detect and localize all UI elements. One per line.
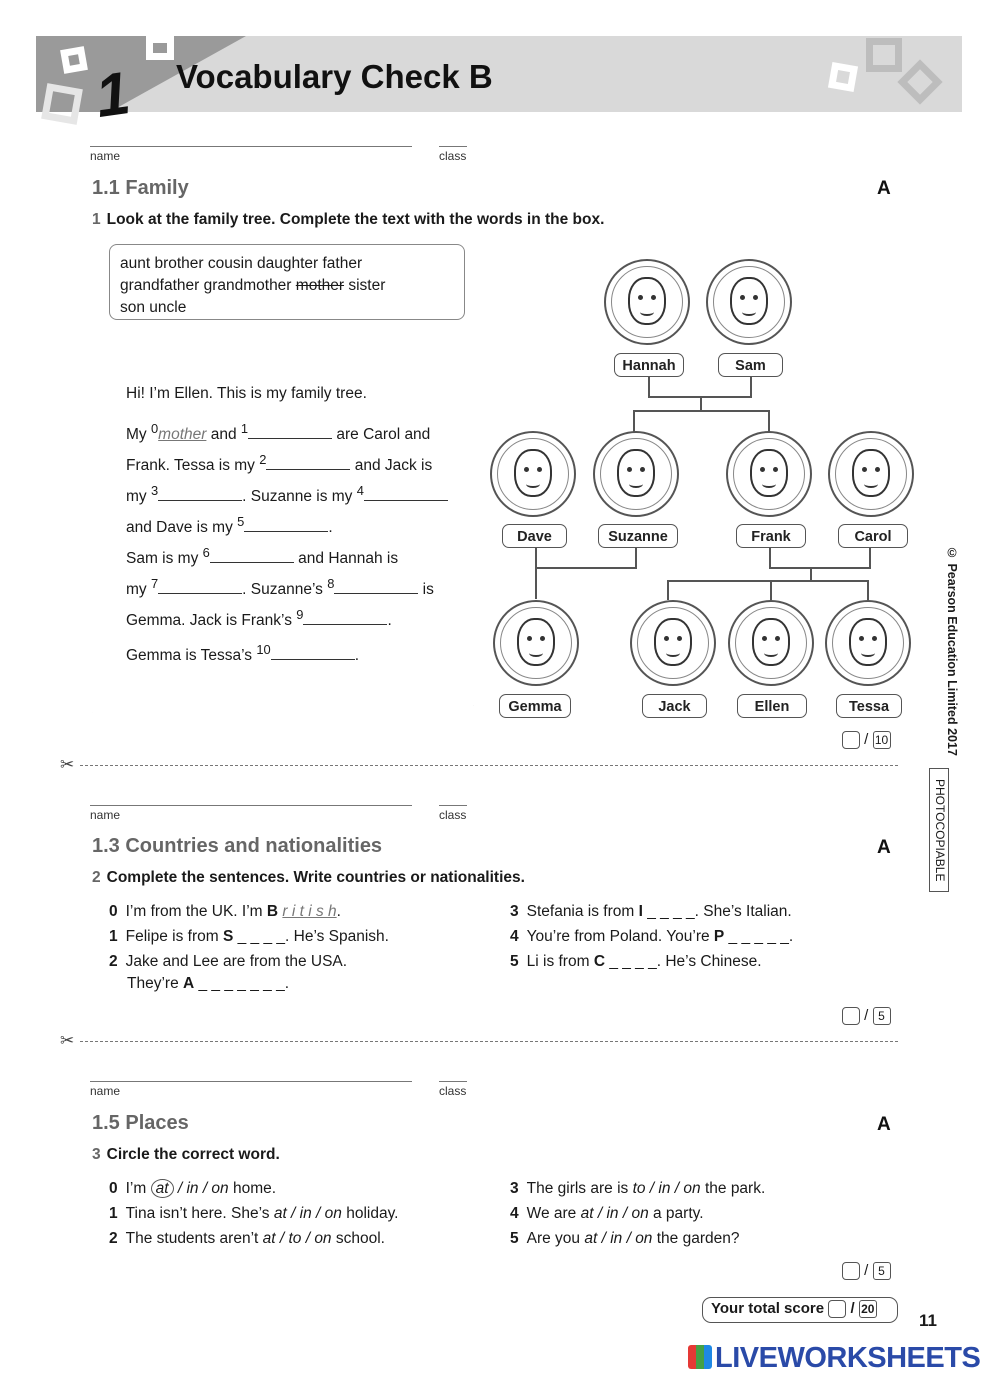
- name-tag-carol: Carol: [838, 524, 908, 548]
- scissors-icon: ✂: [60, 1031, 75, 1050]
- name-tag-dave: Dave: [502, 524, 567, 548]
- score-box[interactable]: [842, 1007, 860, 1025]
- exercise-item[interactable]: 4 You’re from Poland. You’re P _ _ _ _ _.: [510, 928, 794, 945]
- tree-line: [867, 580, 869, 600]
- level-badge: A: [877, 837, 891, 858]
- name-tag-jack: Jack: [642, 694, 707, 718]
- page-title: Vocabulary Check B: [176, 58, 493, 95]
- portrait-tessa: [825, 600, 911, 686]
- name-tag-frank: Frank: [736, 524, 806, 548]
- total-score: Your total score / 20: [702, 1297, 898, 1323]
- tree-line: [535, 567, 637, 569]
- scissors-icon: ✂: [60, 755, 75, 774]
- answer-blank[interactable]: [158, 486, 242, 501]
- text-line: my $^3$ . Suzanne is my $^4$: [126, 483, 448, 506]
- name-field[interactable]: [90, 146, 412, 147]
- liveworksheets-icon: [688, 1345, 712, 1369]
- copyright-notice: © Pearson Education Limited 2017: [945, 546, 959, 756]
- class-label: class: [439, 1084, 467, 1098]
- tree-line: [667, 580, 669, 600]
- exercise-item[interactable]: 1 Tina isn’t here. She’s at / in / on holiday.: [109, 1205, 399, 1222]
- instruction: 2 Complete the sentences. Write countries or nationalities.: [92, 869, 525, 886]
- text-line: Hi! I’m Ellen. This is my family tree.: [126, 385, 367, 402]
- answer-blank[interactable]: [248, 424, 332, 439]
- answer-blank[interactable]: [244, 517, 328, 532]
- portrait-dave: [490, 431, 576, 517]
- text-line: and Dave is my $^5$ .: [126, 514, 333, 537]
- section-score: / 5: [842, 1262, 891, 1280]
- tree-line: [770, 580, 772, 600]
- exercise-item[interactable]: 2 The students aren’t at / to / on school.: [109, 1230, 385, 1247]
- portrait-hannah: [604, 259, 690, 345]
- tree-line: [750, 377, 752, 397]
- name-tag-gemma: Gemma: [499, 694, 571, 718]
- text-line: My $^0$mother and $^1$ are Carol and: [126, 421, 431, 444]
- unit-number: 1: [91, 59, 134, 130]
- exercise-item[interactable]: 3 The girls are is to / in / on the park.: [510, 1180, 766, 1197]
- section-score: / 10: [842, 731, 891, 749]
- exercise-item: 0 I’m at / in / on home.: [109, 1180, 277, 1197]
- text-line: Gemma. Jack is Frank’s $^9$ .: [126, 607, 392, 630]
- exercise-item[interactable]: 3 Stefania is from I _ _ _ _. She’s Italian.: [510, 903, 792, 920]
- class-field[interactable]: [439, 1081, 467, 1082]
- name-field[interactable]: [90, 1081, 412, 1082]
- name-tag-suzanne: Suzanne: [598, 524, 678, 548]
- tree-line: [810, 567, 812, 581]
- portrait-suzanne: [593, 431, 679, 517]
- level-badge: A: [877, 1114, 891, 1135]
- exercise-item: 0 I’m from the UK. I’m B r i t i s h.: [109, 903, 341, 920]
- tree-line: [635, 548, 637, 568]
- name-label: name: [90, 149, 121, 163]
- portrait-ellen: [728, 600, 814, 686]
- name-label: name: [90, 808, 121, 822]
- name-tag-hannah: Hannah: [614, 353, 684, 377]
- instruction: 1 Look at the family tree. Complete the text with the words in the box.: [92, 211, 605, 228]
- word-box: aunt brother cousin daughter father grandfather grandmother mother sister son uncle: [109, 244, 465, 320]
- portrait-frank: [726, 431, 812, 517]
- tree-line: [768, 410, 770, 432]
- tree-line: [869, 548, 871, 568]
- answer-blank[interactable]: [334, 579, 418, 594]
- circled-answer: at: [151, 1179, 174, 1198]
- answer-blank[interactable]: [210, 548, 294, 563]
- name-tag-tessa: Tessa: [836, 694, 902, 718]
- page-number: 11: [919, 1311, 937, 1330]
- tree-line: [700, 396, 702, 411]
- tree-line: [535, 567, 537, 599]
- answer-blank[interactable]: [158, 579, 242, 594]
- tree-line: [633, 410, 635, 432]
- answer-blank[interactable]: [266, 455, 350, 470]
- example-answer: mother: [158, 426, 207, 444]
- cut-line: [80, 765, 898, 766]
- portrait-carol: [828, 431, 914, 517]
- exercise-item[interactable]: 5 Are you at / in / on the garden?: [510, 1230, 740, 1247]
- level-badge: A: [877, 178, 891, 199]
- tree-line: [769, 567, 871, 569]
- class-field[interactable]: [439, 146, 467, 147]
- text-line: my $^7$ . Suzanne’s $^8$ is: [126, 576, 434, 599]
- tree-line: [769, 548, 771, 568]
- text-line: Sam is my $^6$ and Hannah is: [126, 545, 399, 568]
- portrait-sam: [706, 259, 792, 345]
- liveworksheets-logo: LIVEWORKSHEETS: [688, 1342, 980, 1375]
- tree-line: [667, 580, 869, 582]
- cut-line: [80, 1041, 898, 1042]
- class-label: class: [439, 149, 467, 163]
- name-label: name: [90, 1084, 121, 1098]
- decor-square: [41, 83, 83, 125]
- decor-square: [146, 36, 174, 60]
- decor-square: [60, 46, 88, 74]
- decor-square: [866, 38, 902, 72]
- photocopiable-label: PHOTOCOPIABLE: [929, 768, 949, 892]
- tree-line: [648, 377, 650, 397]
- tree-line: [535, 548, 537, 568]
- name-tag-ellen: Ellen: [737, 694, 807, 718]
- class-field[interactable]: [439, 805, 467, 806]
- instruction: 3 Circle the correct word.: [92, 1146, 280, 1163]
- portrait-jack: [630, 600, 716, 686]
- text-line: Gemma is Tessa’s $^{10}$ .: [126, 642, 360, 665]
- section-title: 1.1 Family: [92, 177, 189, 199]
- answer-blank[interactable]: [364, 486, 448, 501]
- answer-blank[interactable]: [271, 645, 355, 660]
- total-score-box[interactable]: [828, 1300, 846, 1318]
- name-tag-sam: Sam: [718, 353, 783, 377]
- exercise-item-cont[interactable]: They’re A _ _ _ _ _ _ _.: [127, 975, 289, 992]
- section-title: 1.5 Places: [92, 1112, 189, 1134]
- exercise-item[interactable]: 2 Jake and Lee are from the USA.: [109, 953, 348, 970]
- exercise-item[interactable]: 1 Felipe is from S _ _ _ _. He’s Spanish.: [109, 928, 389, 945]
- section-title: 1.3 Countries and nationalities: [92, 835, 383, 857]
- tree-line: [633, 410, 770, 412]
- section-score: / 5: [842, 1007, 891, 1025]
- decor-square: [828, 62, 858, 92]
- score-box[interactable]: [842, 1262, 860, 1280]
- struck-word: mother: [295, 277, 345, 294]
- exercise-item[interactable]: 5 Li is from C _ _ _ _. He’s Chinese.: [510, 953, 762, 970]
- portrait-gemma: [493, 600, 579, 686]
- exercise-item[interactable]: 4 We are at / in / on a party.: [510, 1205, 704, 1222]
- text-line: Frank. Tessa is my $^2$ and Jack is: [126, 452, 433, 475]
- answer-blank[interactable]: [303, 610, 387, 625]
- name-field[interactable]: [90, 805, 412, 806]
- score-box[interactable]: [842, 731, 860, 749]
- class-label: class: [439, 808, 467, 822]
